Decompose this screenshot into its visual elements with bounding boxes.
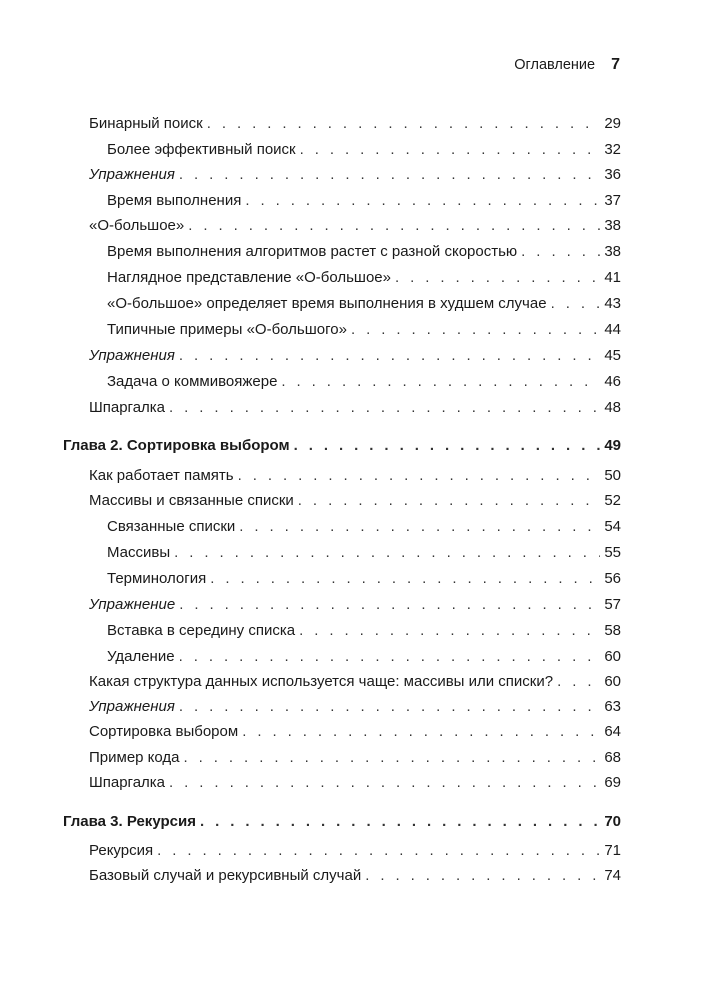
entry-title: Удаление — [107, 648, 175, 665]
entry-title: «О-большое» — [89, 217, 185, 234]
dot-leader — [157, 841, 600, 861]
dot-leader — [395, 268, 600, 288]
dot-leader — [188, 216, 600, 236]
entry-title: Шпаргалка — [89, 399, 166, 416]
entry-title: Время выполнения алгоритмов растет с разной скоростью — [107, 243, 518, 260]
toc-entry — [89, 466, 621, 486]
entry-page: 63 — [604, 698, 621, 715]
entry-page: 52 — [604, 492, 621, 509]
toc-entry — [89, 216, 621, 236]
toc-entry — [89, 722, 621, 742]
toc-chapter — [63, 812, 621, 832]
dot-leader — [239, 517, 600, 537]
entry-title: Время выполнения — [107, 192, 242, 209]
dot-leader — [299, 621, 600, 641]
entry-title: «О-большое» определяет время выполнения в худшем случае — [107, 295, 547, 312]
entry-title: Какая структура данных используется чаще: массивы или списки? — [89, 673, 554, 690]
toc-entry — [89, 697, 621, 717]
dot-leader — [184, 748, 601, 768]
toc-entry — [89, 491, 621, 511]
entry-page: 57 — [604, 596, 621, 613]
entry-title: Упражнения — [89, 698, 175, 715]
header-title: Оглавление — [514, 57, 596, 73]
entry-title: Рекурсия — [89, 842, 154, 859]
entry-page: 49 — [604, 437, 621, 454]
dot-leader — [179, 346, 600, 366]
entry-title: Терминология — [107, 570, 207, 587]
toc-entry — [89, 595, 621, 615]
dot-leader — [351, 320, 600, 340]
toc-entry — [107, 647, 621, 667]
entry-page: 44 — [604, 321, 621, 338]
dot-leader — [365, 866, 600, 886]
entry-page: 45 — [604, 347, 621, 364]
entry-page: 60 — [604, 648, 621, 665]
toc-entry — [89, 773, 621, 793]
entry-title: Базовый случай и рекурсивный случай — [89, 867, 362, 884]
entry-title: Как работает память — [89, 467, 234, 484]
entry-title: Упражнения — [89, 166, 175, 183]
toc-entry — [89, 114, 621, 134]
entry-page: 29 — [604, 115, 621, 132]
toc-entry — [107, 569, 621, 589]
entry-page: 56 — [604, 570, 621, 587]
toc-entry — [107, 320, 621, 340]
toc-entry — [107, 242, 621, 262]
entry-title: Вставка в середину списка — [107, 622, 296, 639]
entry-title: Наглядное представление «О-большое» — [107, 269, 391, 286]
entry-title: Более эффективный поиск — [107, 141, 296, 158]
dot-leader — [174, 543, 600, 563]
entry-title: Шпаргалка — [89, 774, 166, 791]
dot-leader — [551, 294, 601, 314]
entry-page: 68 — [604, 749, 621, 766]
dot-leader — [521, 242, 600, 262]
dot-leader — [294, 436, 601, 456]
entry-title: Глава 3. Рекурсия — [63, 813, 196, 830]
toc-entry — [89, 841, 621, 861]
entry-title: Упражнения — [89, 347, 175, 364]
toc-entry — [89, 165, 621, 185]
running-header — [514, 56, 620, 74]
toc-entry — [107, 621, 621, 641]
entry-page: 74 — [604, 867, 621, 884]
entry-page: 54 — [604, 518, 621, 535]
dot-leader — [169, 398, 600, 418]
toc-entry — [107, 372, 621, 392]
dot-leader — [200, 812, 600, 832]
entry-title: Связанные списки — [107, 518, 236, 535]
entry-title: Задача о коммивояжере — [107, 373, 278, 390]
dot-leader — [179, 595, 600, 615]
entry-page: 38 — [604, 243, 621, 260]
dot-leader — [298, 491, 601, 511]
dot-leader — [207, 114, 601, 134]
dot-leader — [300, 140, 601, 160]
dot-leader — [557, 672, 600, 692]
entry-page: 37 — [604, 192, 621, 209]
entry-title: Упражнение — [89, 596, 176, 613]
entry-title: Пример кода — [89, 749, 180, 766]
entry-page: 58 — [604, 622, 621, 639]
toc-entry — [89, 346, 621, 366]
dot-leader — [245, 191, 600, 211]
entry-page: 55 — [604, 544, 621, 561]
dot-leader — [281, 372, 600, 392]
toc-entry — [107, 517, 621, 537]
dot-leader — [179, 647, 601, 667]
entry-page: 64 — [604, 723, 621, 740]
entry-page: 32 — [604, 141, 621, 158]
entry-page: 70 — [604, 813, 621, 830]
entry-title: Массивы и связанные списки — [89, 492, 294, 509]
entry-page: 60 — [604, 673, 621, 690]
entry-page: 46 — [604, 373, 621, 390]
toc-entry — [107, 268, 621, 288]
entry-title: Бинарный поиск — [89, 115, 203, 132]
entry-page: 43 — [604, 295, 621, 312]
toc-entry — [107, 294, 621, 314]
toc-entry — [89, 748, 621, 768]
dot-leader — [179, 697, 600, 717]
dot-leader — [179, 165, 600, 185]
toc-entry — [107, 140, 621, 160]
toc-entry — [89, 866, 621, 886]
dot-leader — [238, 466, 601, 486]
entry-page: 50 — [604, 467, 621, 484]
entry-page: 38 — [604, 217, 621, 234]
entry-title: Массивы — [107, 544, 171, 561]
entry-title: Сортировка выбором — [89, 723, 239, 740]
entry-title: Типичные примеры «О-большого» — [107, 321, 347, 338]
dot-leader — [242, 722, 600, 742]
header-page-number: 7 — [611, 56, 620, 73]
entry-page: 48 — [604, 399, 621, 416]
toc-entry — [89, 398, 621, 418]
entry-page: 69 — [604, 774, 621, 791]
entry-page: 41 — [604, 269, 621, 286]
toc-chapter — [63, 436, 621, 456]
entry-title: Глава 2. Сортировка выбором — [63, 437, 290, 454]
toc-entry — [107, 191, 621, 211]
entry-page: 36 — [604, 166, 621, 183]
toc-entry — [89, 672, 621, 692]
entry-page: 71 — [604, 842, 621, 859]
dot-leader — [210, 569, 600, 589]
dot-leader — [169, 773, 600, 793]
toc-entry — [107, 543, 621, 563]
